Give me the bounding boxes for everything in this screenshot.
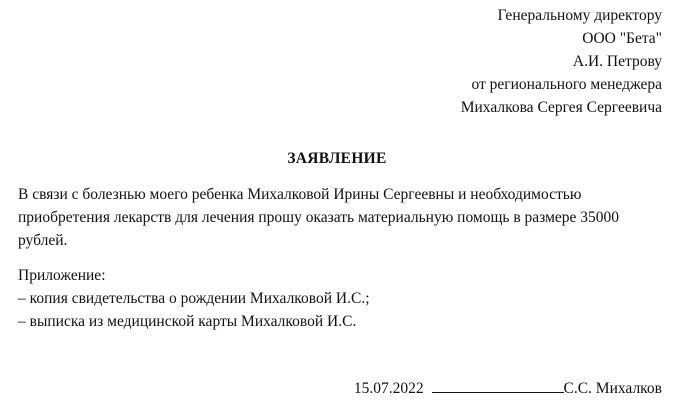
addressee-block: [461, 4, 662, 119]
addressee-line-company: ООО "Бета": [582, 30, 662, 47]
attachment-item: – копия свидетельства о рождении Михалковой И.С.;: [18, 290, 370, 307]
signature-name: С.С. Михалков: [563, 380, 662, 397]
body-line: рублей.: [18, 232, 68, 249]
document-title: ЗАЯВЛЕНИЕ: [287, 150, 387, 167]
signature-block: [354, 376, 662, 400]
attachments-heading: Приложение:: [18, 267, 106, 284]
signature-line: [432, 376, 564, 393]
attachments-block: [18, 264, 370, 333]
attachment-item: – выписка из медицинской карты Михалковой И.С.: [18, 313, 357, 330]
statement-body: [18, 183, 666, 252]
addressee-line-position: Генеральному директору: [497, 7, 662, 24]
body-line: приобретения лекарств для лечения прошу оказать материальную помощь в размере 35000: [18, 209, 620, 226]
addressee-line-recipient: А.И. Петрову: [572, 53, 662, 70]
body-line: В связи с болезнью моего ребенка Михалковой Ирины Сергеевны и необходимостью: [18, 186, 582, 203]
addressee-line-sender: Михалкова Сергея Сергеевича: [460, 99, 662, 116]
addressee-line-from: от регионального менеджера: [471, 76, 662, 93]
signature-date: 15.07.2022: [353, 380, 424, 397]
